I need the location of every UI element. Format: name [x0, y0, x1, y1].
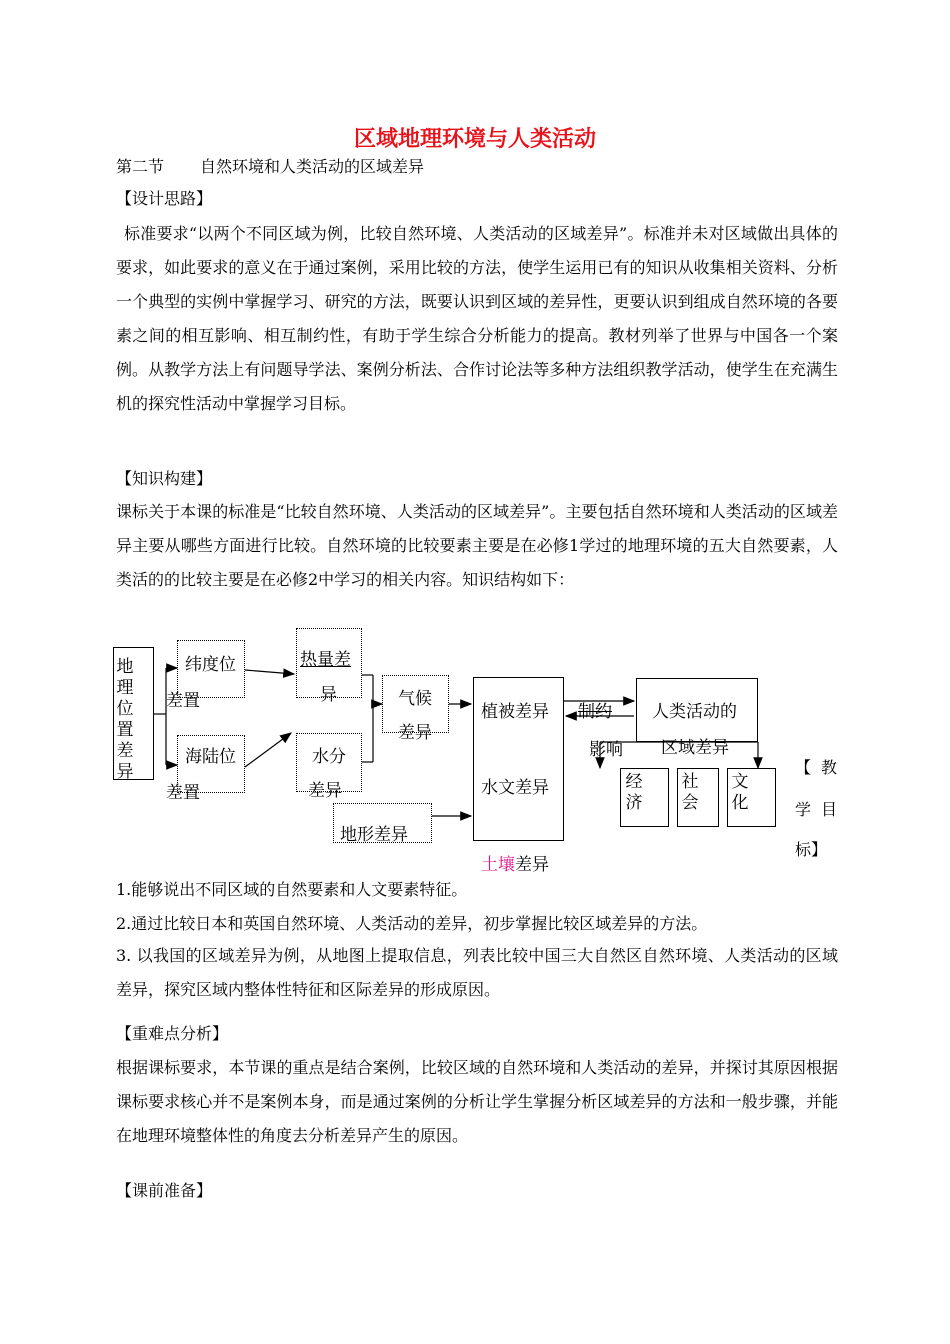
- landsea-label-2: 差置: [166, 783, 200, 803]
- prep-heading: 【课前准备】: [116, 1181, 213, 1200]
- objectives-heading-char: 目: [821, 800, 838, 819]
- climate-label-2: 差异: [398, 723, 432, 743]
- water-label-2: 差异: [308, 781, 342, 801]
- objective-item: 1.能够说出不同区域的自然要素和人文要素特征。: [116, 880, 468, 899]
- economy-label: 经济: [625, 772, 643, 813]
- objectives-heading-bracket: 【: [795, 758, 812, 777]
- human-label-2: 区域差异: [661, 738, 729, 758]
- knowledge-heading: 【知识构建】: [116, 469, 213, 488]
- design-paragraph: 标准要求“以两个不同区域为例，比较自然环境、人类活动的区域差异”。标准并未对区域做出具体的要求，如此要求的意义在于通过案例，采用比较的方法，使学生运用已有的知识从收集相关资料、分析一个典型的实例中掌握学习、研究的方法，既要认识到区域的差异性，更要认识到组成自然环境的各要素之间的相互影响、相互制约性，有助于学生综合分析能力的提高。教材列举了世界与中国各一个案例。从教学方法上有问题导学法、案例分析法、合作讨论法等多种方法组织教学活动，使学生在充满生机的探究性活动中掌握学习目标。: [116, 224, 838, 413]
- restrict-label: 制约: [578, 702, 612, 722]
- objective-item: 2.通过比较日本和英国自然环境、人类活动的差异，初步掌握比较区域差异的方法。: [116, 914, 708, 933]
- society-label: 社会: [681, 772, 699, 813]
- knowledge-paragraph: 课标关于本课的标准是“比较自然环境、人类活动的区域差异”。主要包括自然环境和人类活动的区域差异主要从哪些方面进行比较。自然环境的比较要素主要是在必修1学过的地理环境的五大自然要素，人类活的的比较主要是在必修2中学习的相关内容。知识结构如下：: [116, 502, 838, 589]
- soil-label-rest: 差异: [515, 855, 549, 875]
- hydrology-label: 水文差异: [481, 778, 549, 798]
- section-name: 自然环境和人类活动的区域差异: [200, 157, 425, 176]
- objectives-heading-bracket: 标】: [795, 840, 828, 859]
- section-number: 第二节: [116, 157, 165, 176]
- heat-label: 热量差: [300, 650, 351, 670]
- terrain-label: 地形差异: [340, 825, 408, 845]
- design-heading: 【设计思路】: [116, 189, 213, 208]
- location-label: 地理位置差异: [116, 657, 134, 782]
- keypoints-heading: 【重难点分析】: [116, 1024, 229, 1043]
- culture-label: 文化: [731, 772, 749, 813]
- climate-label: 气候: [398, 689, 432, 709]
- heat-label-2: 异: [320, 685, 337, 705]
- influence-label: 影响: [589, 740, 623, 760]
- latitude-label-2: 差置: [166, 691, 200, 711]
- vegetation-label: 植被差异: [481, 702, 549, 722]
- soil-label: [481, 850, 549, 875]
- human-label: 人类活动的: [652, 702, 737, 722]
- objectives-heading-char: 教: [821, 758, 838, 777]
- page-title: 区域地理环境与人类活动: [353, 127, 596, 152]
- landsea-label: 海陆位: [185, 747, 236, 767]
- latitude-label: 纬度位: [185, 655, 236, 675]
- objective-item: 3. 以我国的区域差异为例，从地图上提取信息，列表比较中国三大自然区自然环境、人类活动的区域差异，探究区域内整体性特征和区际差异的形成原因。: [116, 946, 838, 999]
- water-label: 水分: [312, 747, 346, 767]
- keypoints-paragraph: 根据课标要求，本节课的重点是结合案例，比较区域的自然环境和人类活动的差异，并探讨其原因根据课标要求核心并不是案例本身，而是通过案例的分析让学生掌握分析区域差异的方法和一般步骤，并能在地理环境整体性的角度去分析差异产生的原因。: [116, 1058, 838, 1145]
- soil-label-highlight: 土壤: [481, 855, 515, 875]
- objectives-heading-char: 学: [795, 800, 812, 819]
